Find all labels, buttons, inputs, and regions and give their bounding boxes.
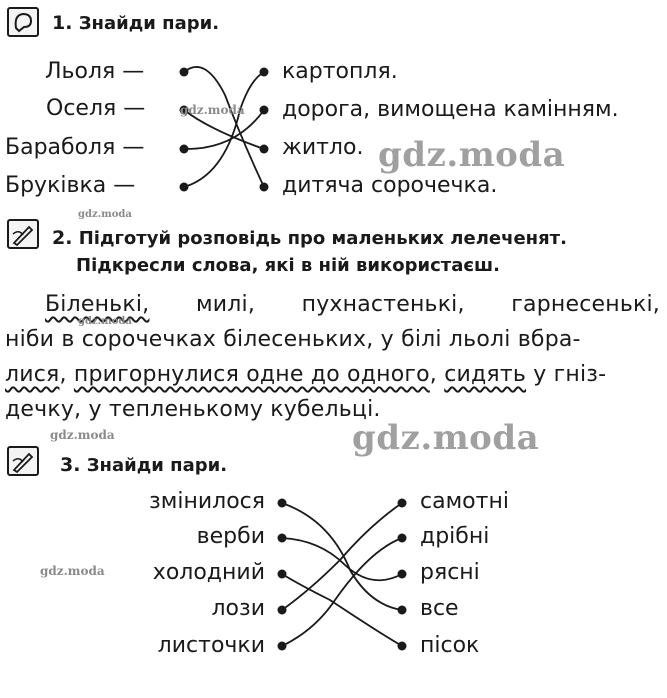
task1-right-word: картопля. xyxy=(282,59,398,84)
task1-left-word: Бруківка — xyxy=(5,173,136,198)
match-line xyxy=(184,72,264,187)
match-line xyxy=(282,503,402,610)
underlined-word: сидять xyxy=(444,362,527,387)
task3-right-word: рясні xyxy=(420,560,480,585)
task3-left-word: верби xyxy=(196,524,265,549)
underlined-word: лися xyxy=(5,362,60,387)
underlined-phrase: пригорнулися одне до одного xyxy=(73,362,430,387)
task3-right-word: все xyxy=(420,596,459,621)
task2-title-line1: 2. Підготуй розповідь про маленьких лелеченят. xyxy=(52,227,567,249)
task3-right-word: самотні xyxy=(420,489,509,514)
underlined-word: Біленькі, xyxy=(45,292,150,317)
task1-left-word: Бараболя — xyxy=(5,135,145,160)
match-line xyxy=(282,538,402,580)
paragraph-word: гарнесенькі, xyxy=(511,292,660,317)
task2-title-line2: Підкресли слова, які в ній використаєш. xyxy=(76,255,500,276)
watermark-small: gdz.moda xyxy=(78,316,132,327)
task1-left-word: Льоля — xyxy=(45,59,145,84)
task3-connections xyxy=(282,503,402,646)
task1-dots xyxy=(180,68,269,192)
watermark-small: gdz.moda xyxy=(50,428,115,442)
task1-right-word: дитяча сорочечка. xyxy=(282,173,498,198)
task3-left-word: змінилося xyxy=(149,489,265,514)
paragraph-line-4: дечку, у тепленькому кубельці. xyxy=(5,397,381,422)
task1-title: 1. Знайди пари. xyxy=(52,12,220,34)
task1-connections xyxy=(184,67,264,187)
paragraph-line-3: лися, пригорнулися одне до одного, сидять у гніз- xyxy=(5,362,607,387)
watermark-small: gdz.moda xyxy=(40,564,105,578)
task1-right-word: дорога, вимощена камінням. xyxy=(282,97,619,122)
paragraph-line-2: ніби в сорочечках білесеньких, у білі льолі вбра- xyxy=(5,327,581,352)
task3-left-word: листочки xyxy=(157,633,265,658)
watermark-big: gdz.moda xyxy=(352,418,540,458)
task3-right-word: дрібні xyxy=(420,524,490,549)
paragraph-word: пухнастенькі, xyxy=(301,292,465,317)
task3-left-word: лози xyxy=(211,596,265,621)
watermark-small: gdz.moda xyxy=(78,209,132,220)
watermark-big: gdz.moda xyxy=(378,135,566,175)
task3-dots xyxy=(278,499,407,651)
watermark-small: gdz.moda xyxy=(180,103,245,117)
task1-left-word: Оселя — xyxy=(46,96,146,121)
task3-left-word: холодний xyxy=(152,560,265,585)
task3-title: 3. Знайди пари. xyxy=(60,454,228,476)
task1-right-word: житло. xyxy=(282,135,364,160)
task3-right-word: пісок xyxy=(420,633,480,658)
paragraph-word: милі, xyxy=(195,292,256,317)
